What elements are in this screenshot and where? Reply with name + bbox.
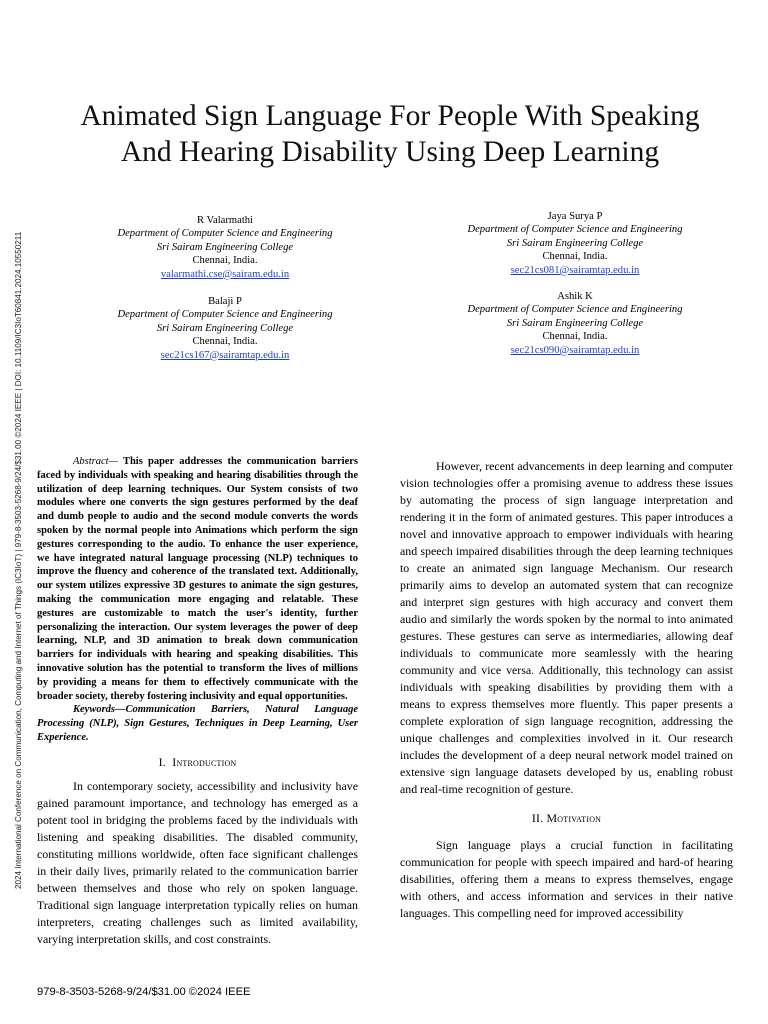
author-city: Chennai, India. [542, 251, 608, 263]
author-college: Sri Sairam Engineering College [506, 237, 644, 249]
author-email-link[interactable]: sec21cs167@sairamtap.edu.in [160, 349, 290, 361]
author-dept: Department of Computer Science and Engineering [117, 228, 333, 240]
author-block-4 [430, 290, 720, 357]
author-email-link[interactable]: valarmathi.cse@sairam.edu.in [160, 268, 290, 280]
conference-citation: 2024 International Conference on Communication, Computing and Internet of Things (IC3IoT) | 979-8-3503-5268-9/24/$31.00 ©2024 IEEE | DOI: 10.1109/IC3IoT60841.2024.10550211 [14, 231, 23, 889]
copyright-footer: 979-8-3503-5268-9/24/$31.00 ©2024 IEEE [37, 986, 251, 998]
abstract [37, 455, 358, 703]
conference-sidebar [8, 118, 23, 898]
author-college: Sri Sairam Engineering College [506, 317, 644, 329]
section-title: Introduction [172, 754, 237, 769]
author-email-link[interactable]: sec21cs090@sairamtap.edu.in [510, 344, 640, 356]
section-heading-introduction [37, 754, 358, 771]
author-block-1 [80, 214, 370, 281]
author-dept: Department of Computer Science and Engineering [467, 224, 683, 236]
section-number: I. [158, 754, 166, 769]
abstract-text: This paper addresses the communication barriers faced by individuals with speaking and hearing disabilities through the utilization of deep learning techniques. Our System consists of two modules where one converts the sign gestures performed by the deaf and dumb people to audio and the second module converts the words spoken by the normal people into Animations which perform the sign gestures corresponding to the audio. To enhance the user experience, we have integrated natural language processing (NLP) techniques to improve the fluency and coherence of the translated text. Additionally, our system utilizes expressive 3D gestures to animate the sign gestures, making the communication more engaging and relatable. These gestures are customizable to match the user's identity, further personalizing the interaction. Our system leverages the power of deep learning, NLP, and 3D animation to break down communication barriers for individuals with hearing and speaking disabilities. This innovative solution has the potential to transform the lives of millions by providing a means for them to effectively communicate with the broader society, thereby fostering inclusivity and equal opportunities. [37, 456, 358, 702]
author-name: Jaya Surya P [547, 211, 603, 222]
author-dept: Department of Computer Science and Engineering [117, 309, 333, 321]
section-heading-motivation [400, 810, 733, 827]
author-email-link[interactable]: sec21cs081@sairamtap.edu.in [510, 264, 640, 276]
author-block-2 [80, 295, 370, 362]
author-college: Sri Sairam Engineering College [156, 241, 294, 253]
keywords: Keywords—Communication Barriers, Natural Language Processing (NLP), Sign Gestures, Techniques in Deep Learning, User Experience. [37, 704, 358, 743]
author-city: Chennai, India. [192, 336, 258, 348]
author-city: Chennai, India. [192, 255, 258, 267]
paper-title: Animated Sign Language For People With Speaking And Hearing Disability Using Deep Learning [80, 100, 700, 168]
motivation-paragraph: Sign language plays a crucial function in facilitating communication for people with speech impaired and hard-of hearing disabilities, offering them a means to express themselves, engage with others, and access information and services in their native languages. This compelling need for improved accessibility [400, 838, 733, 920]
abstract-label: Abstract— [73, 456, 118, 467]
right-column [400, 458, 733, 922]
author-name: Balaji P [208, 296, 242, 307]
section-number: II. [531, 811, 544, 825]
body-paragraph: However, recent advancements in deep learning and computer vision technologies offer a promising avenue to address these issues by automating the process of sign language interpretation and rendering it in the form of animated gestures. This paper introduces a novel and innovative approach to empower individuals with hearing and speech impaired disabilities through the deep learning techniques to create an animated sign language Mechanism. Our research primarily aims to develop an automated system that can recognize and interpret sign gestures with high accuracy and convert them audio and similarly the words spoken by the normal to into animated gestures. These gestures can serve as intermediaries, allowing deaf individuals to communicate more seamlessly with the hearing community and vice versa. Additionally, this technology can assist individuals with speaking disabilities by providing them with a means to express themselves more fluently. This paper presents a complete exploration of sign language recognition, addressing the unique challenges and complexities involved in it. Our research includes the development of a deep neural network model trained on extensive sign language datasets developed by us, enabling robust and real-time recognition of gesture. [400, 459, 733, 796]
author-city: Chennai, India. [542, 331, 608, 343]
author-block-3 [430, 210, 720, 277]
author-college: Sri Sairam Engineering College [156, 322, 294, 334]
left-column [37, 455, 358, 948]
author-name: R Valarmathi [197, 215, 253, 226]
author-dept: Department of Computer Science and Engineering [467, 304, 683, 316]
section-title: Motivation [546, 811, 602, 825]
author-name: Ashik K [557, 291, 593, 302]
introduction-paragraph: In contemporary society, accessibility and inclusivity have gained paramount importance, and technology has emerged as a potent tool in bridging the problems faced by the individuals with listening and speaking disabilities. The disabled community, constituting millions worldwide, often face significant challenges in their daily lives, primarily related to the communication barrier between themselves and those who rely on spoken language. Traditional sign language interpretation typically relies on human interpreters, creating challenges such as limited availability, varying interpretation skills, and cost constraints. [37, 778, 358, 946]
